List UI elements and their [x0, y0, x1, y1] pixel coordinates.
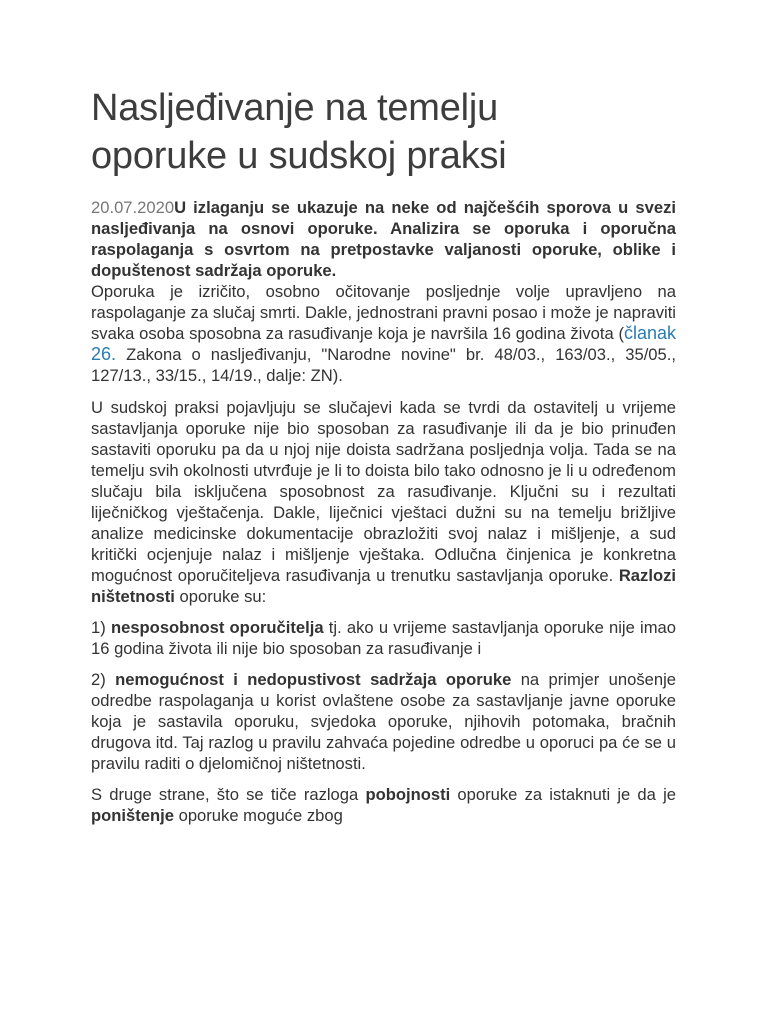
page-title: [91, 84, 676, 180]
document-page: [91, 84, 676, 836]
lead-text: U izlaganju se ukazuje na neke od najčešćih sporova u svezi nasljeđivanja na osnovi oporuke. Analizira se oporuka i oporučna raspolaganja s osvrtom na pretpostavke valjanosti oporuke, oblike i dopuštenost sadržaja oporuke.: [91, 198, 676, 280]
paragraph-text: oporuke su:: [174, 587, 267, 606]
paragraph-text: U sudskoj praksi pojavljuju se slučajevi kada se tvrdi da ostavitelj u vrijeme sastavljanja oporuke nije bio sposoban za rasuđivanje ili da je bio prinuđen sastaviti oporuku pa da u njoj nije doista sadržana posljednja volja. Tada se na temelju svih okolnosti utvrđuje je li to doista bilo tako odnosno je li u određenom slučaju bila isključena sposobnost za rasuđivanje. Ključni su i rezultati liječničkog vještačenja. Dakle, liječnici vještaci dužni su na temelju brižljive analize medicinske dokumentacije obrazložiti svoj nalaz i mišljenje, a sud kritički ocjenjuje nalaz i mišljenje vještaka. Odlučna činjenica je konkretna mogućnost oporučiteljeva rasuđivanja u trenutku sastavljanja oporuke.: [91, 398, 676, 585]
bold-term: pobojnosti: [365, 785, 451, 804]
paragraph-case-law: [91, 397, 676, 607]
title-line-2: oporuke u sudskoj praksi: [91, 135, 507, 177]
list-item-text: tj. ako u vrijeme sastavljanja oporuke nije imao 16 godina života ili nije bio sposoban za rasuđivanje i: [91, 618, 676, 658]
list-item-text: na primjer unošenje odredbe raspolaganja u korist ovlaštene osobe za sastavljanje javne oporuke koja je sastavila oporuku, svjedoka oporuke, njihovih potomaka, bračnih drugova itd. Taj razlog u pravilu zahvaća pojedine odredbe u oporuci pa će se u pravilu raditi o djelomičnoj ništetnosti.: [91, 670, 676, 773]
publish-date: 20.07.2020: [91, 198, 175, 217]
paragraph-voidability: [91, 784, 676, 826]
list-item: [91, 617, 676, 659]
list-item: [91, 669, 676, 774]
article-body: [91, 197, 676, 826]
paragraph-text: Oporuka je izričito, osobno očitovanje posljednje volje upravljeno na raspolaganje za slučaj smrti. Dakle, jednostrani pravni posao i može je napraviti svaka osoba sposobna za rasuđivanje koja je navršila 16 godina života (: [91, 282, 676, 343]
list-number: 2): [91, 670, 116, 689]
paragraph-text: oporuke za istaknuti je da je: [450, 785, 676, 804]
law-article-link[interactable]: članak 26.: [91, 323, 676, 364]
paragraph-definition: [91, 281, 676, 386]
bold-term: Razlozi ništetnosti: [91, 566, 676, 606]
paragraph-text: S druge strane, što se tiče razloga: [91, 785, 366, 804]
lead-paragraph: [91, 197, 676, 281]
paragraph-text: oporuke moguće zbog: [173, 806, 343, 825]
bold-term: nesposobnost oporučitelja: [110, 618, 324, 637]
list-number: 1): [91, 618, 111, 637]
title-line-1: Nasljeđivanje na temelju: [91, 87, 499, 129]
bold-term: poništenje: [91, 806, 174, 825]
paragraph-text: Zakona o nasljeđivanju, "Narodne novine" br. 48/03., 163/03., 35/05., 127/13., 33/15., 14/19., dalje: ZN).: [91, 345, 676, 385]
bold-term: nemogućnost i nedopustivost sadržaja oporuke: [115, 670, 512, 689]
